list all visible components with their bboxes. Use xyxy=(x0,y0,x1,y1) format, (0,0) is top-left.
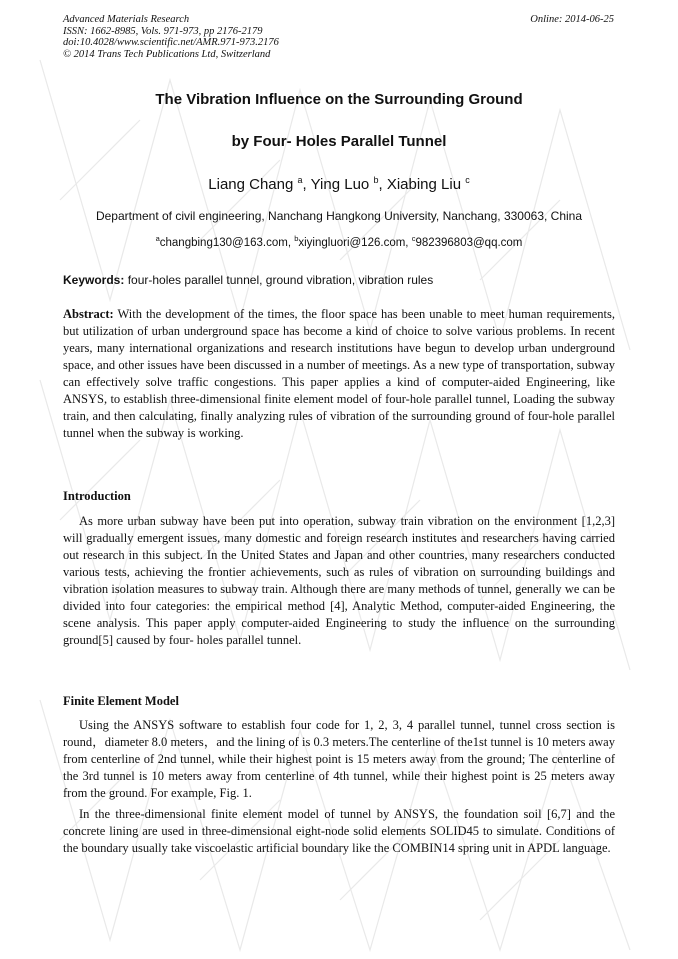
email-list xyxy=(0,234,678,249)
author: Xiabing Liu $^c$ xyxy=(386,175,470,193)
email: $^c$982396803@qq.com xyxy=(411,234,523,249)
doi-line: doi:10.4028/www.scientific.net/AMR.971-973.2176 xyxy=(63,37,279,48)
abstract-text: With the development of the times, the floor space has been unable to meet human requirements, but utilization of urban underground space has become a kind of choice to solve various problems. In recent years, many international organizations and research institutions have begun to develop urban underground space, and other issues have been discussed in a number of meetings. As a new type of transportation, subway can effectively solve traffic congestions. This paper applies a kind of computer-aided Engineering, like ANSYS, to establish three-dimensional finite element model of four-hole parallel tunnel, Loading the subway train, and then calculating, finally analyzing rules of vibration of the surrounding ground of four-hole parallel tunnel when the subway is working. xyxy=(63,307,615,440)
keywords xyxy=(63,273,615,287)
keywords-label: Keywords: xyxy=(63,273,125,287)
paper-title-line1: The Vibration Influence on the Surrounding Ground xyxy=(155,91,523,108)
fem-paragraph-2: In the three-dimensional finite element model of tunnel by ANSYS, the foundation soil [6,7] and the concrete lining are used in three-dimensional eight-node solid elements SOLID45 to simulate. Conditions of the boundary usually take viscoelastic artificial boundary like the COMBIN14 spring unit in APDL language. xyxy=(63,807,615,855)
author: Ying Luo $^b$, xyxy=(310,175,387,193)
paper-title-line2: by Four- Holes Parallel Tunnel xyxy=(231,133,447,150)
keywords-text: four-holes parallel tunnel, ground vibration, vibration rules xyxy=(124,273,434,287)
author: Liang Chang $^a$, xyxy=(208,175,311,193)
fem-paragraph-1: Using the ANSYS software to establish four code for 1, 2, 3, 4 parallel tunnel, tunnel cross section is round，diameter 8.0 meters，and the lining of is 0.3 meters.The centerline of the1st tunnel is 10 meters away from centerline of 2nd tunnel, while their highest point is 15 meters away from the ground; The centerline of the 3rd tunnel is 10 meters away from centerline of 4th tunnel, while their highest point is 25 meters away from the ground. For example, Fig. 1. xyxy=(63,718,615,800)
introduction-paragraph: As more urban subway have been put into operation, subway train vibration on the environment [1,2,3] will gradually emergent issues, many domestic and foreign research institutes and researchers having carried out research in this subject. In the United States and Japan and other countries, many researchers conducted various tests, achieving the frontier achievements, such as rules of vibration on surrounding buildings and vibration isolation measures to subway train. Although there are many methods of tunnel, generally we can be divided into four categories: the empirical method [4], Analytic Method, computer-aided Engineering, the scene analysis. This paper apply computer-aided Engineering to study the influence on the surrounding ground[5] caused by four- holes parallel tunnel. xyxy=(63,514,615,647)
email: $^a$changbing130@163.com, xyxy=(155,234,295,249)
section-heading-introduction: Introduction xyxy=(63,489,131,503)
author-list xyxy=(0,175,678,193)
email: $^b$xiyingluori@126.com, xyxy=(294,234,412,249)
issn-line: ISSN: 1662-8985, Vols. 971-973, pp 2176-2179 xyxy=(63,25,263,37)
online-date: Online: 2014-06-25 xyxy=(530,14,614,25)
abstract-label: Abstract: xyxy=(63,307,114,321)
affiliation: Department of civil engineering, Nanchang Hangkong University, Nanchang, 330063, China xyxy=(95,209,583,223)
journal-name: Advanced Materials Research xyxy=(63,14,190,25)
section-heading-finite-element-model: Finite Element Model xyxy=(63,694,179,708)
journal-header xyxy=(63,14,279,60)
abstract xyxy=(63,306,615,442)
copyright-line: © 2014 Trans Tech Publications Ltd, Switzerland xyxy=(63,48,271,60)
